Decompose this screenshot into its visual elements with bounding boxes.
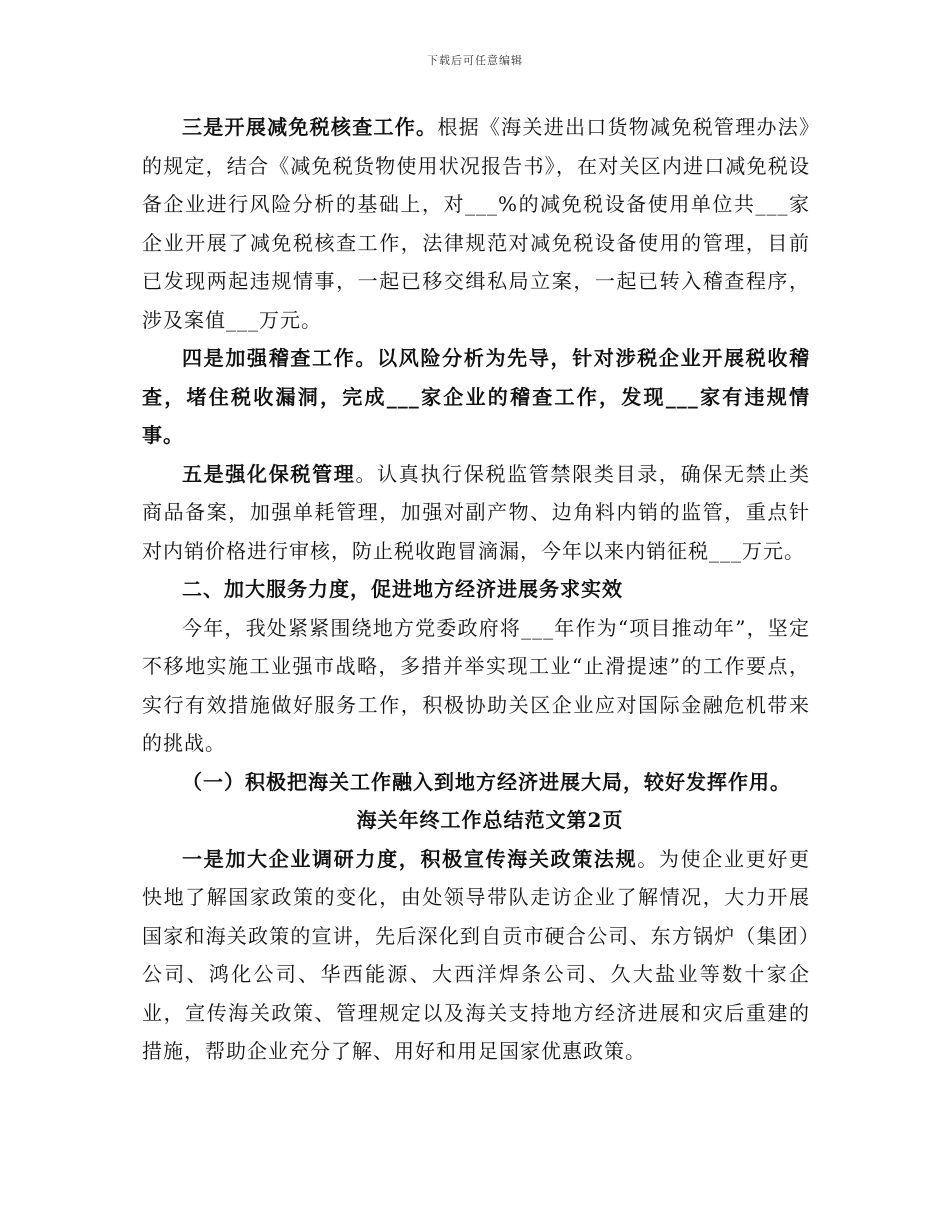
page-marker: 海关年终工作总结范文第2页 [356,808,624,832]
paragraph-text: 万元。 [259,307,322,332]
document-body [142,108,810,1071]
paragraph-enterprise-research [142,840,810,1071]
paragraph-text: 家企业开展了减免税核查工作，法律规范对减免税设备使用的管理，目前已发现两起违规情事，一起已移交缉私局立案，一起已转入稽查程序，涉及案值 [142,192,811,332]
fill-blank: ___ [386,384,420,409]
subsection-heading: （一）积极把海关工作融入到地方经济进展大局，较好发挥作用。 [182,769,791,794]
page-header-note: 下载后可任意编辑 [427,54,523,67]
paragraph-text: 家有违规情事。 [142,384,810,447]
paragraph-lead: 一是加大企业调研力度，积极宣传海关政策法规 [182,846,638,871]
fill-blank: ___ [465,192,499,216]
paragraph-lead: 三是开展减免税核查工作。 [182,115,438,139]
fill-blank: ___ [755,192,789,216]
paragraph-text: 。认真执行保税监管禁限类目录，确保无禁止类商品备案，加强单耗管理，加强对副产物、边角料内销的监管，重点针对内销价格进行审核，防止税收跑冒滴漏，今年以来内销征税 [142,461,811,563]
paragraph-text: 今年，我处紧紧围绕地方党委政府将 [182,615,522,640]
paragraph-tax-exemption-check [142,108,810,339]
paragraph-text: 根据《海关进出口货物减免税管理办法》的规定，结合《减免税货物使用状况报告书》，在对关区内进口减免税设备企业进行风险分析的基础上，对 [142,115,811,216]
paragraph-lead: 五是强化保税管理 [182,461,356,486]
paragraph-text: 。为使企业更好更快地了解国家政策的变化，由处领导带队走访企业了解情况，大力开展国家和海关政策的宣讲，先后深化到自贡市硬合公司、东方锅炉（集团）公司、鸿化公司、华西能源、大西洋焊条公司、久大盐业等数十家企业，宣传海关政策、管理规定以及海关支持地方经济进展和灾后重建的措施，帮助企业充分了解、用好和用足国家优惠政策。 [142,846,811,1063]
fill-blank: ___ [521,615,555,640]
paragraph-bonded-management [142,455,810,571]
paragraph-text: 四是加强稽查工作。以风险分析为先导，针对涉税企业开展税收稽查，堵住税收漏洞，完成 [142,346,810,409]
fill-blank: ___ [226,307,259,332]
paragraph-project-year [142,609,810,763]
paragraph-text: 年作为“项目推动年”，坚定不移地实施工业强市战略，多措并举实现工业“止滑提速”的工作要点，实行有效措施做好服务工作，积极协助关区企业应对国际金融危机带来的挑战。 [142,615,810,755]
section-heading: 二、加大服务力度，促进地方经济进展务求实效 [182,577,623,601]
fill-blank: ___ [665,384,699,409]
paragraph-text: 家企业的稽查工作，发现 [419,384,666,409]
fill-blank: ___ [709,538,742,563]
paragraph-text: 万元。 [742,538,805,563]
paragraph-text: %的减免税设备使用单位共 [498,192,756,216]
paragraph-audit-work [142,339,810,455]
